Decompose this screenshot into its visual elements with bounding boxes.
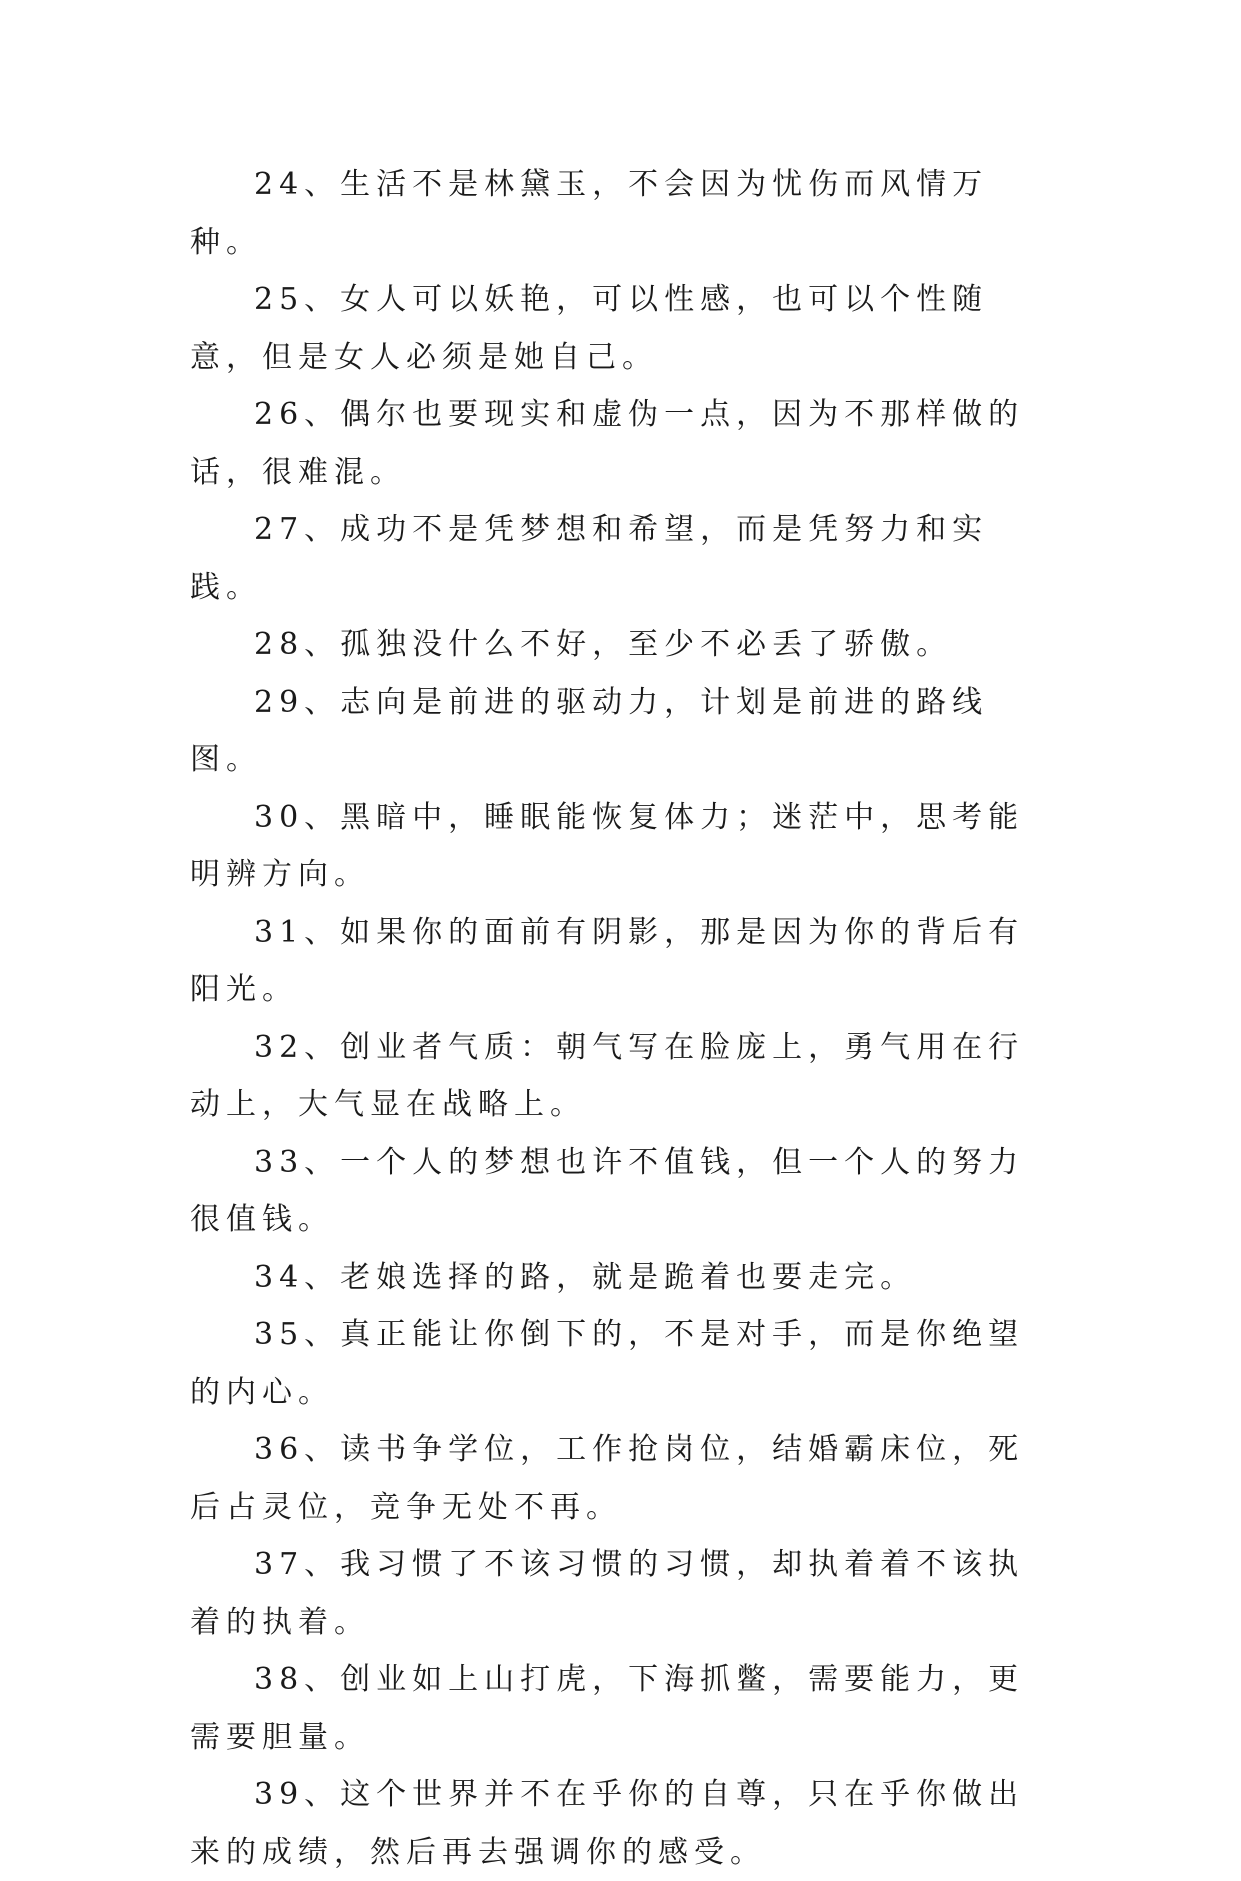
paragraph-36: 36、读书争学位，工作抢岗位，结婚霸床位，死后占灵位，竞争无处不再。 xyxy=(190,1432,1025,1525)
paragraph-34: 34、老娘选择的路，就是跪着也要走完。 xyxy=(254,1259,917,1295)
paragraph-29: 29、志向是前进的驱动力，计划是前进的路线图。 xyxy=(190,684,989,777)
paragraph-31: 31、如果你的面前有阴影，那是因为你的背后有阳光。 xyxy=(190,914,1025,1007)
paragraph-24: 24、生活不是林黛玉，不会因为忧伤而风情万种。 xyxy=(190,167,989,260)
paragraph-32: 32、创业者气质：朝气写在脸庞上，勇气用在行动上，大气显在战略上。 xyxy=(190,1029,1025,1122)
paragraph-28: 28、孤独没什么不好，至少不必丢了骄傲。 xyxy=(254,627,953,662)
paragraph-26: 26、偶尔也要现实和虚伪一点，因为不那样做的话，很难混。 xyxy=(190,397,1025,490)
paragraph-35: 35、真正能让你倒下的，不是对手，而是你绝望的内心。 xyxy=(190,1317,1025,1410)
paragraph-39: 39、这个世界并不在乎你的自尊，只在乎你做出来的成绩，然后再去强调你的感受。 xyxy=(190,1777,1025,1870)
paragraph-37: 37、我习惯了不该习惯的习惯，却执着着不该执着的执着。 xyxy=(190,1547,1025,1640)
document-body xyxy=(190,156,1052,1881)
paragraph-25: 25、女人可以妖艳，可以性感，也可以个性随意，但是女人必须是她自己。 xyxy=(190,282,989,375)
paragraph-33: 33、一个人的梦想也许不值钱，但一个人的努力很值钱。 xyxy=(190,1144,1025,1237)
paragraph-30: 30、黑暗中，睡眠能恢复体力；迷茫中，思考能明辨方向。 xyxy=(190,799,1025,892)
paragraph-27: 27、成功不是凭梦想和希望，而是凭努力和实践。 xyxy=(190,512,989,605)
paragraph-38: 38、创业如上山打虎，下海抓鳖，需要能力，更需要胆量。 xyxy=(190,1662,1025,1755)
